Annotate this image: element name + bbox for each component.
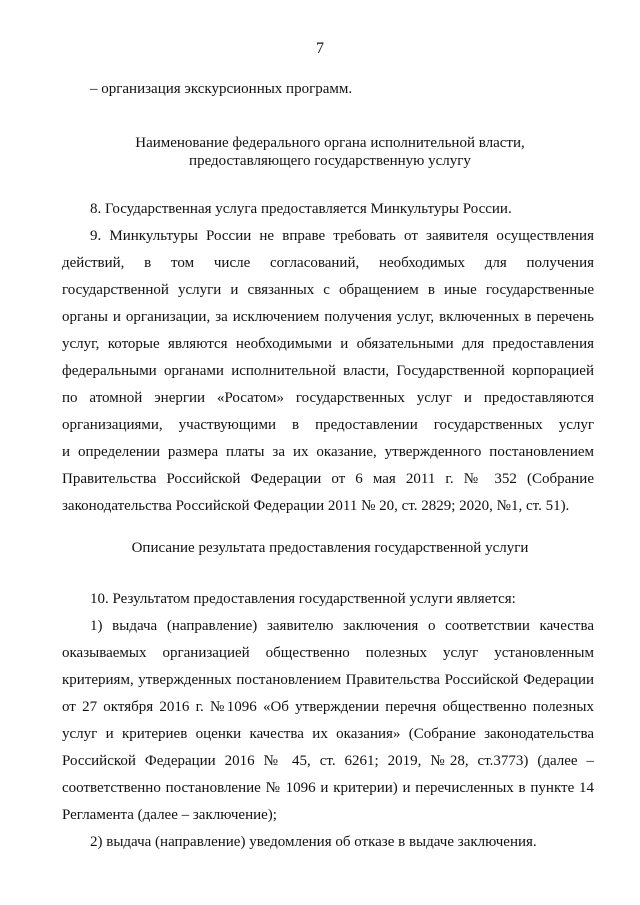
paragraph-10-1-line-last: Регламента (далее – заключение);	[62, 807, 277, 823]
paragraph-9-line-last: законодательства Российской Федерации 2011 № 20, ст. 2829; 2020, №1, ст. 51).	[62, 498, 570, 514]
paragraph-9-line: государственной услуги и связанных с обращением в иные государственные	[62, 282, 594, 298]
section-heading-result: Описание результата предоставления государственной услуги	[131, 540, 529, 556]
paragraph-10-1-line: 1) выдача (направление) заявителю заключения о соответствии качества	[90, 618, 594, 634]
paragraph-9-line: и определении размера платы за их оказание, утвержденного постановлением	[62, 444, 594, 460]
paragraph-9-line: 9. Минкультуры России не вправе требовать от заявителя осуществления	[90, 228, 594, 244]
paragraph-9-line: действий, в том числе согласований, необходимых для получения	[62, 255, 594, 271]
paragraph-9-line: федеральными органами исполнительной власти, Государственной корпорацией	[62, 363, 594, 379]
intro-line: – организация экскурсионных программ.	[90, 81, 353, 97]
paragraph-10-1-line: от 27 октября 2016 г. №1096 «Об утверждении перечня общественно полезных	[62, 699, 594, 715]
section-heading-line-1: Наименование федерального органа исполнительной власти,	[135, 135, 525, 151]
paragraph-10-1-line: соответственно постановление № 1096 и критерии) и перечисленных в пункте 14	[62, 780, 594, 796]
paragraph-9-line: Правительства Российской Федерации от 6 мая 2011 г. № 352 (Собрание	[62, 471, 594, 487]
paragraph-10-1-line: услуг и критериев оценки качества их оказания» (Собрание законодательства	[62, 726, 594, 742]
paragraph-8: 8. Государственная услуга предоставляется Минкультуры России.	[90, 201, 512, 217]
paragraph-10-1-line: Российской Федерации 2016 № 45, ст. 6261; 2019, №28, ст.3773) (далее –	[62, 753, 594, 769]
paragraph-9-line: услуг, которые являются необходимыми и обязательными для предоставления	[62, 336, 594, 352]
paragraph-10-2: 2) выдача (направление) уведомления об отказе в выдаче заключения.	[90, 834, 537, 850]
paragraph-9-line: организациями, участвующими в предоставлении государственных услуг	[62, 417, 594, 433]
paragraph-10: 10. Результатом предоставления государственной услуги является:	[90, 591, 516, 607]
paragraph-9-line: по атомной энергии «Росатом» государственных услуг и предоставляются	[62, 390, 594, 406]
paragraph-10-1-line: оказываемых организацией общественно полезных услуг установленным	[62, 645, 594, 661]
page-number: 7	[316, 40, 324, 57]
section-heading-line-2: предоставляющего государственную услугу	[189, 153, 471, 169]
paragraph-10-1-line: критериям, утвержденных постановлением Правительства Российской Федерации	[62, 672, 594, 688]
paragraph-9-line: органы и организации, за исключением получения услуг, включенных в перечень	[62, 309, 594, 325]
